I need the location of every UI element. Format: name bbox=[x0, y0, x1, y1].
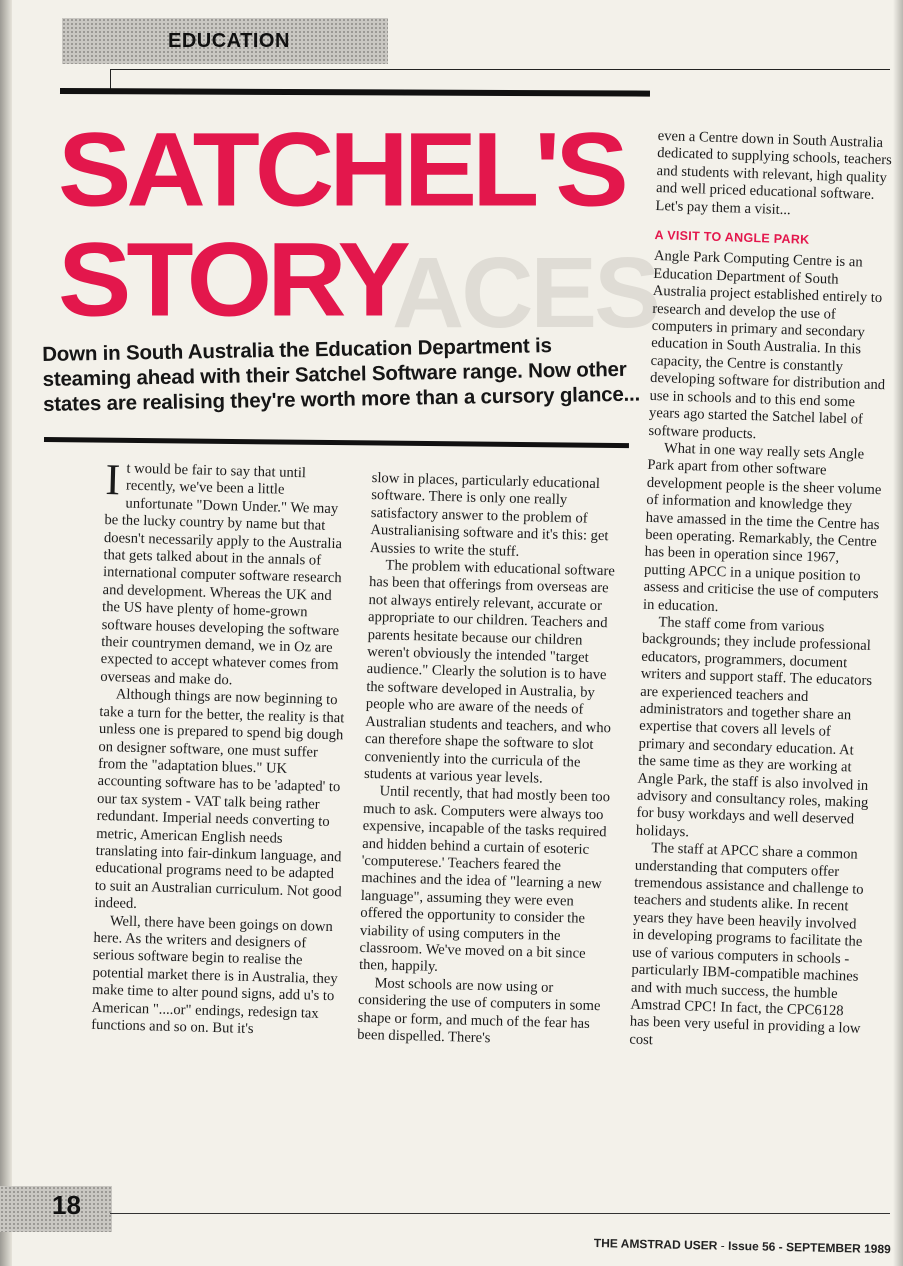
headline-top-rule bbox=[60, 88, 650, 97]
headline-line-1: SATCHEL'S bbox=[58, 111, 624, 229]
paragraph: Angle Park Computing Centre is an Education Department of South Australia project established entirely to research and develop the use of computers in primary and secondary education in South Australia. In this capacity, the Centre is constantly developing software for distribution and use in schools and to this end some years ago started the Satchel label of software products. bbox=[648, 248, 886, 442]
paragraph: slow in places, particularly educational software. There is only one really satisfactory answer to the problem of Australianising software and it's this: get Aussies to write the stuff. bbox=[369, 470, 609, 560]
article-column-1 bbox=[91, 455, 356, 1041]
paragraph: The staff at APCC share a common understanding that computers offer tremendous assistance and challenge to teachers and students alike. In recent years they have been heavily involved in developing programs to facilitate the use of various computers in schools - particularly IBM-compatible machines and with much success, the humble Amstrad CPC! In fact, the CPC6128 has been very useful in providing a low cost bbox=[629, 840, 864, 1049]
article-column-2 bbox=[357, 470, 622, 1051]
footer bbox=[594, 1236, 891, 1256]
paragraph: It would be fair to say that until recently, we've been a little unfortunate "Down Under." We may be the lucky country by name but that doesn't necessarily apply to the Australia that gets talked about in the annals of international computer software research and development. Whereas the UK and the US have plenty of home-grown software houses developing the software their countrymen demand, we in Oz are expected to accept whatever comes from overseas and make do. bbox=[100, 455, 343, 689]
paragraph: What in one way really sets Angle Park apart from other software development people is the sheer volume of information and knowledge they have amassed in the time the Centre has been operating. Remarkably, the Centre has been in operation since 1967, putting APCC in a unique position to assess and criticise the use of computers in education. bbox=[642, 440, 882, 615]
article-column-3 bbox=[629, 128, 894, 1056]
drop-cap: I bbox=[104, 455, 121, 505]
paragraph: Although things are now beginning to take a turn for the better, the reality is that unless one is prepared to spend big dough on designer software, one must suffer from the "adaptation blues." UK accounting software has to be 'adapted' to our tax system - VAT talk being rather redundant. Imperial needs converting to metric, American English needs translating into fair-dinkum language, and educational programs need to be adapted to suit an Australian curriculum. Not good indeed. bbox=[94, 686, 345, 913]
background-ghost-text: ACES bbox=[392, 237, 658, 349]
magazine-name: THE AMSTRAD USER bbox=[593, 1236, 718, 1253]
header-frame-line bbox=[110, 69, 890, 70]
subheading: A VISIT TO ANGLE PARK bbox=[654, 227, 810, 247]
paragraph: Until recently, that had mostly been too much to ask. Computers were always too expensive, incapable of the tasks required and hidden behind a curtain of esoteric 'computerese.' Teachers feared the machines and the idea of "learning a new language", assuming they were even offered the opportunity to consider the viability of using computers in the classroom. We've moved on a bit since then, happily. bbox=[358, 783, 611, 976]
section-label: EDUCATION bbox=[168, 30, 290, 52]
page-number: 18 bbox=[52, 1190, 81, 1220]
paragraph: Most schools are now using or considering the use of computers in some shape or form, and much of the fear has been dispelled. There's bbox=[357, 975, 601, 1047]
paragraph: Well, there have been goings on down here. As the writers and designers of serious software begin to realise the potential market there is in Australia, they make time to alter pound signs, add u's to American "....or" endings, redesign tax functions and so on. But it's bbox=[91, 912, 338, 1038]
footer-rule bbox=[110, 1213, 890, 1214]
headline-line-2: STORY bbox=[58, 221, 406, 339]
issue-info: Issue 56 - SEPTEMBER 1989 bbox=[727, 1238, 891, 1257]
page-gutter-shadow bbox=[0, 0, 12, 1266]
standfirst-rule bbox=[44, 437, 629, 448]
paragraph: even a Centre down in South Australia dedicated to supplying schools, teachers and students with relevant, high quality and well priced educational software. Let's pay them a visit... bbox=[655, 128, 892, 218]
footer-separator: - bbox=[720, 1238, 725, 1253]
paragraph: The staff come from various backgrounds; they include professional educators, programmers, document writers and support staff. The educators are experienced teachers and administrators and together share an expertise that covers all levels of primary and secondary education. At the same time as they are working at Angle Park, the staff is also involved in advisory and consultancy roles, making for busy workdays and well deserved holidays. bbox=[635, 614, 873, 841]
standfirst: Down in South Australia the Education Department is steaming ahead with their Satchel Software range. Now other states are realising they're worth more than a cursory glance... bbox=[42, 334, 641, 416]
page-edge-shadow bbox=[893, 0, 903, 1266]
paragraph: The problem with educational software has been that offerings from overseas are not always entirely relevant, accurate or appropriate to our children. Teachers and parents hesitate because our children weren't obviously the intended "target audience." Clearly the solution is to have the software developed in Australia, by people who are aware of the needs of Australian students and teachers, and who can therefore shape the software to slot conveniently into the curricula of the students at various year levels. bbox=[363, 557, 616, 787]
